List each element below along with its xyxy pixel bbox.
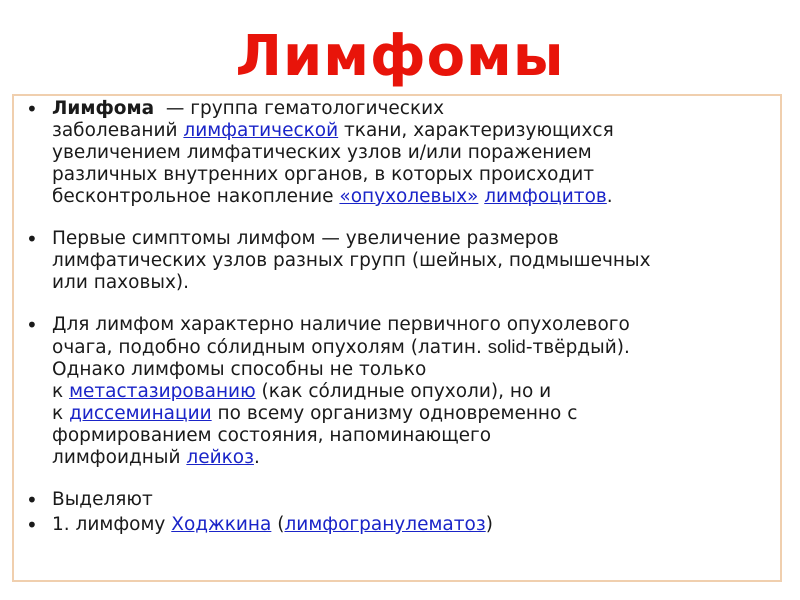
text-fragment: -твёрдый). (525, 337, 630, 358)
text-line (52, 336, 774, 359)
latin-word: solid (487, 336, 526, 357)
text-line (52, 120, 774, 142)
text-fragment: ткани, характеризующихся (338, 120, 614, 141)
text-line: увеличением лимфатических узлов и/или поражением (52, 142, 592, 163)
text-line (52, 186, 774, 208)
text-line: • Первые симптомы лимфом — увеличение размеров (52, 228, 559, 249)
text-fragment: очага, подобно со́лидным опухолям (латин. (52, 337, 488, 358)
text-line (52, 98, 774, 120)
text-line (52, 403, 774, 425)
text-line: формированием состояния, напоминающего (52, 425, 492, 446)
content-box (12, 94, 782, 582)
text-line: лимфатических узлов разных групп (шейных, подмышечных (52, 250, 651, 271)
text-line: Однако лимфомы способны не только (52, 359, 427, 380)
text-fragment: ( (271, 514, 285, 535)
text-line: или паховых). (52, 272, 190, 293)
bullet-types-item (14, 514, 774, 536)
link-lymphogranulomatosis[interactable]: лимфогранулематоз (284, 514, 486, 535)
text-line (52, 381, 774, 403)
text-fragment: . (253, 447, 260, 468)
text-fragment: ) (485, 514, 493, 535)
bullet-types (14, 489, 774, 511)
link-hodgkin[interactable]: Ходжкина (171, 514, 272, 535)
text-line (52, 514, 774, 536)
text-fragment: 1. лимфому (52, 514, 172, 535)
text-fragment: к (52, 381, 70, 402)
text-line: • Выделяют (52, 489, 153, 510)
bullet-characteristics (14, 314, 774, 469)
text-fragment: (как со́лидные опухоли), но и (255, 381, 552, 402)
link-lymphocytes[interactable]: лимфоцитов (484, 186, 607, 207)
text-fragment: по всему организму одновременно с (211, 403, 578, 424)
bullet-symptoms (14, 228, 774, 294)
link-leukosis[interactable]: лейкоз (186, 447, 254, 468)
bullet-definition (14, 98, 774, 208)
slide-title: Лимфомы (235, 24, 565, 89)
text-fragment: — группа гематологических (154, 98, 445, 119)
link-metastasis[interactable]: метастазированию (69, 381, 256, 402)
text-fragment: к (52, 403, 70, 424)
text-fragment: бесконтрольное накопление (52, 186, 340, 207)
text-fragment: заболеваний (52, 120, 184, 141)
term-lymphoma: Лимфома (52, 98, 155, 119)
link-dissemination[interactable]: диссеминации (69, 403, 212, 424)
text-line: различных внутренних органов, в которых происходит (52, 164, 595, 185)
text-line: • Для лимфом характерно наличие первичного опухолевого (52, 314, 630, 335)
text-fragment: лимфоидный (52, 447, 187, 468)
text-line (52, 447, 774, 469)
link-tumor[interactable]: «опухолевых» (339, 186, 479, 207)
link-lymphatic[interactable]: лимфатической (183, 120, 339, 141)
text-fragment: . (606, 186, 613, 207)
bullet-list (14, 98, 774, 536)
